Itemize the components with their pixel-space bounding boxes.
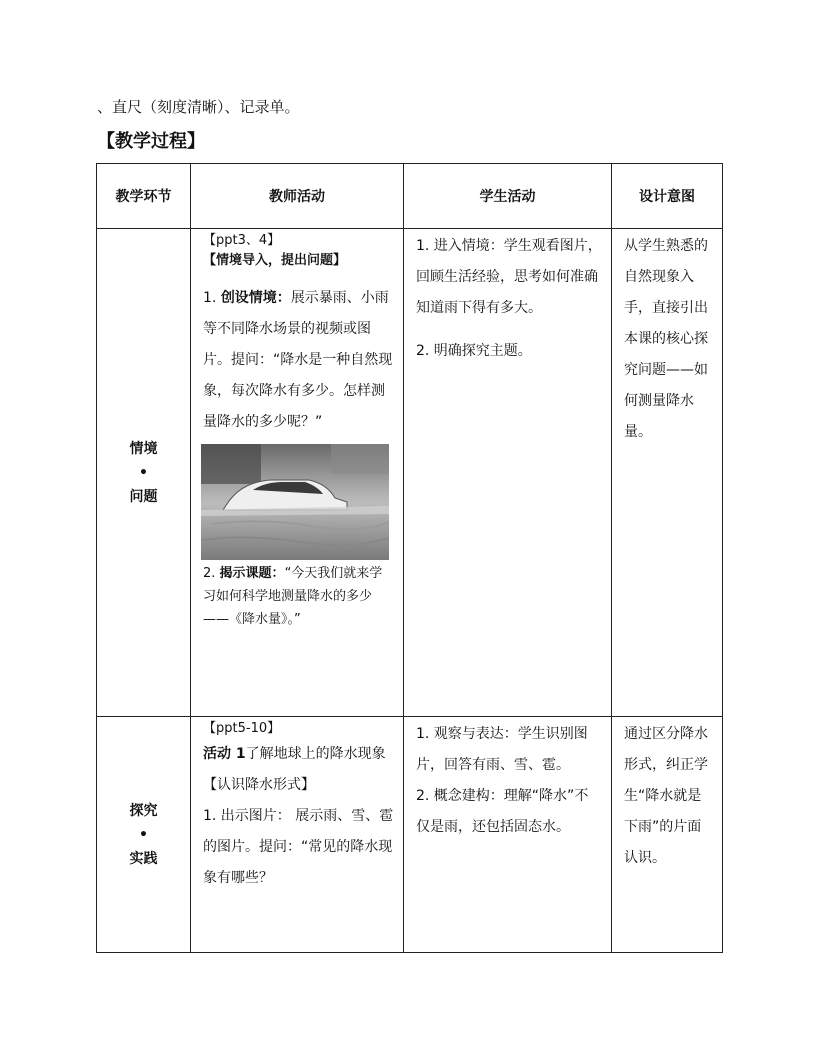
stage-label: 实践	[129, 850, 158, 867]
student-activity-cell	[404, 229, 612, 717]
intro-line: 、直尺（刻度清晰）、记录单。	[97, 98, 300, 116]
item-keyword: 揭示课题：	[219, 566, 285, 581]
student-activity-cell	[404, 717, 612, 953]
student-item: 1. 观察与表达：学生识别图片，回答有雨、雪、雹。	[416, 726, 588, 773]
design-intent-cell	[612, 717, 723, 953]
activity-subtitle: 【情境导入，提出问题】	[203, 253, 347, 268]
design-intent-text: 通过区分降水形式，纠正学生“降水就是下雨”的片面认识。	[624, 726, 708, 866]
header-teacher: 教师活动	[191, 164, 404, 229]
activity-text: 了解地球上的降水现象	[245, 746, 386, 762]
header-student: 学生活动	[404, 164, 612, 229]
design-intent-cell	[612, 229, 723, 717]
activity-number: 活动 1	[203, 746, 246, 762]
item-keyword: 创设情境：	[220, 290, 291, 306]
item-number: 1.	[203, 290, 217, 306]
design-intent-text: 从学生熟悉的自然现象入手，直接引出本课的核心探究问题——如何测量降水量。	[624, 238, 708, 440]
student-item: 2. 概念建构：理解“降水”不仅是雨，还包括固态水。	[416, 788, 589, 835]
header-stage: 教学环节	[97, 164, 191, 229]
stage-label: 探究	[129, 802, 158, 819]
teacher-item: 1. 出示图片： 展示雨、雪、雹的图片。提问：“常见的降水现象有哪些？	[203, 808, 394, 886]
activity-subtitle: 【认识降水形式】	[203, 777, 315, 793]
ppt-ref: 【ppt3、4】	[203, 233, 281, 248]
flooded-car-photo	[201, 444, 389, 560]
section-heading: 【教学过程】	[97, 131, 205, 152]
table-row	[97, 717, 723, 953]
item-text: “今天我们就来学习如何科学地测量降水的多少——《降水量》。”	[203, 566, 383, 627]
header-intent: 设计意图	[612, 164, 723, 229]
teacher-item	[203, 283, 394, 438]
ppt-ref: 【ppt5-10】	[203, 721, 281, 736]
stage-dot: •	[139, 826, 148, 843]
table-row	[97, 229, 723, 717]
stage-cell	[97, 717, 191, 953]
teacher-activity-cell	[191, 229, 404, 717]
stage-cell	[97, 229, 191, 717]
teacher-activity-cell	[191, 717, 404, 953]
activity-title	[203, 739, 394, 770]
lesson-table	[96, 163, 723, 953]
teacher-item	[203, 562, 394, 631]
student-item: 2. 明确探究主题。	[416, 343, 532, 359]
item-number: 2.	[203, 566, 216, 581]
stage-label: 问题	[129, 488, 158, 505]
student-item: 1. 进入情境：学生观看图片，回顾生活经验，思考如何准确知道雨下得有多大。	[416, 238, 602, 316]
item-text: 展示暴雨、小雨等不同降水场景的视频或图片。提问：“降水是一种自然现象，每次降水有多少。怎样测量降水的多少呢？”	[203, 290, 393, 430]
stage-label: 情境	[129, 440, 158, 457]
table-header-row	[97, 164, 723, 229]
stage-dot: •	[139, 464, 148, 481]
